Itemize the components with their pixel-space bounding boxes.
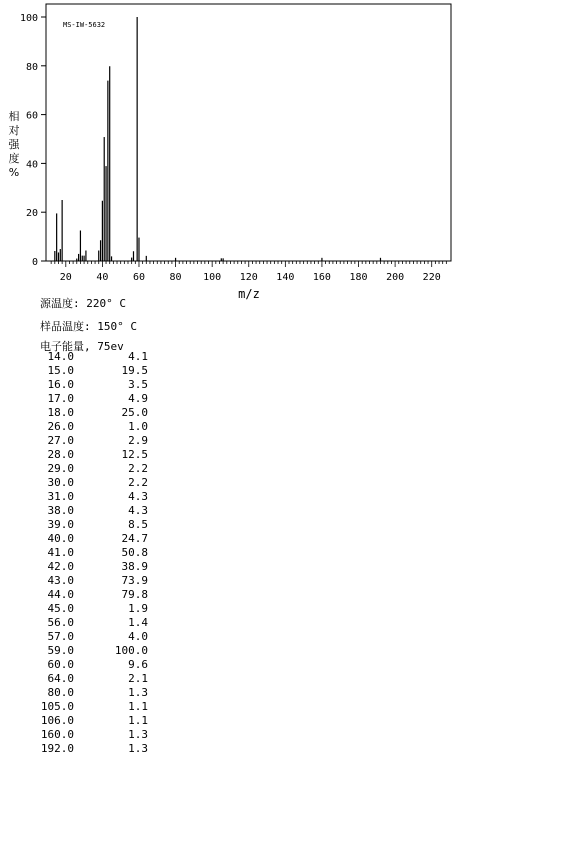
peak-intensity: 1.4 [128,616,148,629]
x-tick-label: 80 [169,272,182,283]
x-tick-label: 160 [312,272,331,283]
y-tick-label: 60 [25,110,38,122]
peak-intensity: 1.1 [128,714,148,727]
y-axis-label-char: 强 [8,138,20,151]
peak-intensity: 25.0 [121,406,148,419]
spectrum-bars [55,17,381,261]
peak-intensity: 1.0 [128,420,148,433]
x-tick-label: 60 [132,272,146,283]
peak-mz: 16.0 [47,378,74,391]
peak-intensity: 9.6 [128,658,148,671]
peak-mz: 18.0 [47,406,74,419]
peak-row [38,602,148,616]
peak-intensity: 12.5 [121,448,148,461]
peak-mz: 43.0 [47,574,74,587]
peak-mz: 26.0 [47,420,74,433]
peak-mz: 14.0 [47,350,74,363]
peak-row [38,644,148,658]
source-temperature: 源温度: 220° C [40,297,126,310]
peak-mz: 64.0 [47,672,74,685]
peak-row [38,728,148,742]
peak-intensity: 79.8 [121,588,148,601]
electron-energy: 电子能量, 75ev [40,340,124,353]
peak-row [38,420,148,434]
peak-mz: 192.0 [40,742,74,755]
x-tick-label: 220 [422,272,441,283]
spectrum-id-label: MS-IW-5632 [63,21,106,29]
peak-row [38,518,148,532]
peak-row [38,714,148,728]
peak-table [38,350,148,756]
peak-row [38,630,148,644]
peak-intensity: 4.0 [128,630,148,643]
peak-intensity: 4.1 [128,350,148,363]
y-axis-label [9,109,21,179]
peak-intensity: 2.2 [128,476,148,489]
peak-intensity: 38.9 [121,560,148,573]
peak-mz: 59.0 [47,644,74,657]
peak-row [38,700,148,714]
peak-row [38,742,148,756]
peak-intensity: 4.9 [128,392,148,405]
peak-intensity: 4.3 [128,504,148,517]
plot-frame [46,4,451,261]
peak-mz: 44.0 [47,588,74,601]
peak-row [38,532,148,546]
peak-mz: 56.0 [47,616,74,629]
peak-mz: 31.0 [47,490,74,503]
y-tick-label: 20 [25,208,38,220]
y-axis-label-char: 度 [8,152,20,165]
x-tick-label: 200 [386,272,405,283]
peak-intensity: 24.7 [121,532,148,545]
x-tick-label: 120 [239,272,258,283]
y-axis-label-char: 相 [8,110,20,123]
peak-row [38,560,148,574]
x-tick-label: 100 [203,272,222,283]
peak-intensity: 19.5 [121,364,148,377]
peak-mz: 28.0 [47,448,74,461]
peak-intensity: 2.9 [128,434,148,447]
peak-mz: 15.0 [47,364,74,377]
peak-mz: 27.0 [47,434,74,447]
peak-row [38,672,148,686]
x-tick-label: 20 [59,272,72,283]
peak-mz: 80.0 [47,686,74,699]
mass-spectrum-chart [0,0,570,305]
peak-intensity: 4.3 [128,490,148,503]
y-tick-label: 100 [19,13,38,24]
peak-row [38,378,148,392]
y-tick-label: 80 [25,61,38,73]
peak-mz: 106.0 [40,714,74,727]
peak-intensity: 50.8 [121,546,148,559]
peak-row [38,546,148,560]
peak-intensity: 3.5 [128,378,148,391]
peak-row [38,588,148,602]
peak-row [38,686,148,700]
peak-row [38,350,148,364]
peak-intensity: 100.0 [114,644,148,657]
peak-intensity: 8.5 [128,518,148,531]
peak-row [38,574,148,588]
peak-intensity: 1.3 [128,728,148,741]
y-axis-label-char: % [8,166,20,179]
peak-mz: 45.0 [47,602,74,615]
y-axis-label-char: 对 [8,124,20,137]
peak-intensity: 1.1 [128,700,148,713]
peak-mz: 105.0 [40,700,74,713]
peak-intensity: 1.9 [128,602,148,615]
peak-mz: 17.0 [47,392,74,405]
peak-row [38,406,148,420]
y-axis-ticks [20,13,46,268]
peak-intensity: 2.2 [128,462,148,475]
y-tick-label: 40 [25,159,38,171]
peak-mz: 39.0 [47,518,74,531]
peak-mz: 38.0 [47,504,74,517]
peak-row [38,462,148,476]
peak-row [38,658,148,672]
peak-mz: 57.0 [47,630,74,643]
x-tick-label: 140 [276,272,295,283]
peak-mz: 41.0 [47,546,74,559]
peak-mz: 29.0 [47,462,74,475]
peak-mz: 40.0 [47,532,74,545]
peak-row [38,448,148,462]
peak-mz: 160.0 [40,728,74,741]
peak-mz: 30.0 [47,476,74,489]
peak-intensity: 73.9 [121,574,148,587]
sample-temperature: 样品温度: 150° C [40,320,137,333]
peak-row [38,476,148,490]
x-axis-ticks [51,261,446,283]
peak-mz: 42.0 [47,560,74,573]
peak-row [38,434,148,448]
x-tick-label: 40 [96,272,109,283]
peak-row [38,364,148,378]
peak-row [38,616,148,630]
peak-row [38,504,148,518]
peak-row [38,392,148,406]
peak-intensity: 1.3 [128,742,148,755]
peak-intensity: 1.3 [128,686,148,699]
x-axis-label: m/z [238,287,260,301]
x-tick-label: 180 [349,272,368,283]
y-tick-label: 0 [31,257,38,268]
peak-intensity: 2.1 [128,672,148,685]
peak-row [38,490,148,504]
peak-mz: 60.0 [47,658,74,671]
